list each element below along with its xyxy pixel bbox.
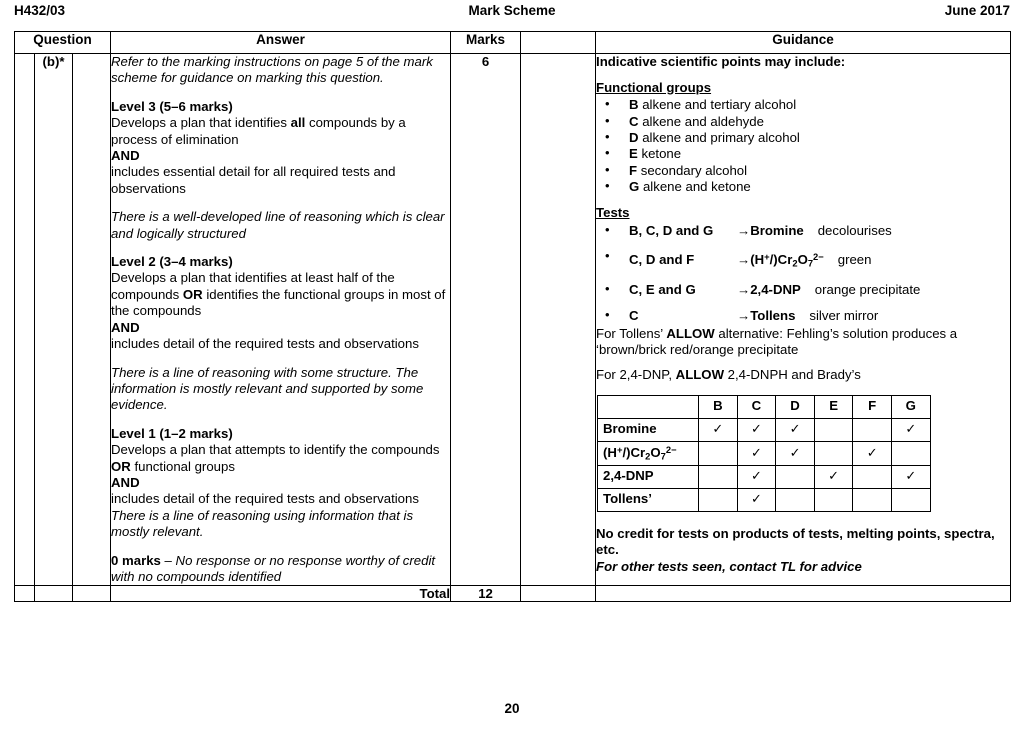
grid-cell-tick: ✓ <box>776 418 815 441</box>
marks-cell: 6 <box>451 54 521 586</box>
grid-row <box>598 488 931 511</box>
total-label: Total <box>111 586 451 602</box>
compound-letter: D <box>629 130 639 145</box>
page-number: 20 <box>504 701 520 716</box>
grid-cell-tick: ✓ <box>737 465 776 488</box>
total-spacer-5 <box>596 586 1011 602</box>
total-spacer-4 <box>521 586 596 602</box>
test-compounds: C, E and G <box>629 281 696 297</box>
functional-groups-list <box>596 97 1010 195</box>
running-header <box>14 0 1010 22</box>
grid-column-header: F <box>853 395 892 418</box>
footnote-no-credit: No credit for tests on products of tests, melting points, spectra, etc. <box>596 525 995 558</box>
paper-code: H432/03 <box>14 3 66 18</box>
allow-tollens-keyword: ALLOW <box>666 325 715 341</box>
grid-cell-empty <box>776 465 815 488</box>
zero-marks-label: 0 marks <box>111 552 161 568</box>
level-descriptors <box>111 99 450 553</box>
allow-tollens-note <box>596 326 1010 359</box>
test-observation: green <box>837 252 872 268</box>
grid-cell-empty <box>699 465 738 488</box>
spacer-cell <box>521 54 596 586</box>
functional-group-item: • E ketone <box>596 146 1010 162</box>
allow-dnp-post: 2,4-DNPH and Brady’s <box>724 366 861 382</box>
level-criterion-secondary: includes detail of the required tests and observations <box>111 336 419 352</box>
test-compounds: B, C, D and G <box>629 223 714 239</box>
level-descriptor <box>111 99 450 254</box>
total-row <box>15 586 1011 602</box>
total-spacer-3 <box>73 586 111 602</box>
functional-group-item: • G alkene and ketone <box>596 179 1010 195</box>
test-reagent: 2,4-DNP <box>750 281 801 297</box>
grid-cell-empty <box>853 488 892 511</box>
table-row <box>15 54 1011 586</box>
level-reasoning: There is a well-developed line of reasoning which is clear and logically structured <box>111 209 445 241</box>
level-connector: AND <box>111 148 140 164</box>
functional-group-item: • B alkene and tertiary alcohol <box>596 97 1010 113</box>
column-header-question: Question <box>15 32 111 54</box>
level-criterion-keyword: OR <box>111 458 131 474</box>
grid-cell-tick: ✓ <box>699 418 738 441</box>
guidance-intro: Indicative scientific points may include: <box>596 54 846 69</box>
grid-cell-tick: ✓ <box>776 441 815 465</box>
level-criterion-primary: Develops a plan that attempts to identify the compounds OR functional groups <box>111 442 440 474</box>
grid-column-header: E <box>814 395 853 418</box>
grid-cell-empty <box>699 488 738 511</box>
grid-cell-empty <box>814 441 853 465</box>
grid-cell-tick: ✓ <box>892 465 931 488</box>
test-item <box>596 307 1010 324</box>
test-item <box>596 222 1010 239</box>
level-connector: AND <box>111 319 140 335</box>
level-descriptor <box>111 254 450 426</box>
grid-corner-cell <box>598 395 699 418</box>
allow-tollens-post: alternative: Fehling’s solution produces a ‘brown/brick red/orange precipitate <box>596 325 958 358</box>
column-header-marks: Marks <box>451 32 521 54</box>
grid-cell-tick: ✓ <box>814 465 853 488</box>
grid-cell-tick: ✓ <box>892 418 931 441</box>
grid-row <box>598 418 931 441</box>
allow-dnp-note <box>596 367 1010 384</box>
grid-cell-empty <box>853 465 892 488</box>
grid-cell-tick: ✓ <box>853 441 892 465</box>
zero-marks-text: – No response or no response worthy of credit with no compounds identified <box>111 552 436 584</box>
level-heading: Level 1 (1–2 marks) <box>111 425 233 441</box>
grid-row-label: Tollens’ <box>598 488 699 511</box>
level-connector: AND <box>111 474 140 490</box>
level-heading: Level 2 (3–4 marks) <box>111 254 233 270</box>
document-title: Mark Scheme <box>468 3 556 18</box>
exam-session: June 2017 <box>944 3 1010 18</box>
tests-heading: Tests <box>596 204 630 220</box>
guidance-cell <box>596 54 1011 586</box>
grid-cell-empty <box>776 488 815 511</box>
tests-list <box>596 222 1010 324</box>
test-reagent: $(H^+/)Cr_2O_7^{2-}$ <box>750 251 824 269</box>
arrow-icon: → <box>737 223 751 239</box>
level-criterion-secondary: includes detail of the required tests and observations <box>111 491 419 507</box>
grid-cell-tick: ✓ <box>737 418 776 441</box>
allow-dnp-pre: For 2,4-DNP, <box>596 366 676 382</box>
grid-row-label: $(H^+/)Cr_2O_7^{2-}$ <box>598 441 699 465</box>
test-item <box>596 248 1010 272</box>
total-spacer-2 <box>35 586 73 602</box>
level-criterion-keyword: all <box>290 115 306 131</box>
test-observation: orange precipitate <box>814 281 921 297</box>
guidance-content <box>596 54 1010 575</box>
question-part-cell: (b)* <box>35 54 73 586</box>
level-criterion-primary: Develops a plan that identifies at least half of the compounds OR identifies the functional groups in most of the compounds <box>111 270 446 319</box>
grid-cell-empty <box>892 488 931 511</box>
grid-cell-tick: ✓ <box>737 441 776 465</box>
level-criterion-secondary: includes essential detail for all required tests and observations <box>111 164 396 196</box>
functional-group-item: • F secondary alcohol <box>596 163 1010 179</box>
compound-letter: E <box>629 146 638 162</box>
test-reagent: Tollens <box>750 307 796 323</box>
arrow-icon: → <box>737 252 751 268</box>
column-header-spacer <box>521 32 596 54</box>
level-descriptor <box>111 426 450 553</box>
test-reagent: Bromine <box>750 223 804 239</box>
grid-cell-empty <box>892 441 931 465</box>
grid-cell-empty <box>814 488 853 511</box>
grid-column-header: C <box>737 395 776 418</box>
total-value: 12 <box>451 586 521 602</box>
compound-letter: F <box>629 162 638 178</box>
level-criterion-primary: Develops a plan that identifies all compounds by a process of elimination <box>111 115 406 147</box>
grid-column-header: D <box>776 395 815 418</box>
compound-letter: G <box>629 179 640 195</box>
guidance-footnote <box>596 526 1010 575</box>
compound-letter: C <box>629 113 639 129</box>
functional-group-item: • D alkene and primary alcohol <box>596 130 1010 146</box>
table-header-row <box>15 32 1011 54</box>
column-header-guidance: Guidance <box>596 32 1011 54</box>
footnote-contact-tl: For other tests seen, contact TL for advice <box>596 558 862 574</box>
arrow-icon: → <box>737 307 751 323</box>
question-number-cell <box>15 54 35 586</box>
compound-letter: B <box>629 97 639 113</box>
answer-content <box>111 54 450 585</box>
grid-row-label: 2,4-DNP <box>598 465 699 488</box>
mark-scheme-table <box>14 31 1011 602</box>
level-reasoning: There is a line of reasoning with some structure. The information is mostly relevant and supported by some evidence. <box>111 364 424 413</box>
functional-groups-heading: Functional groups <box>596 79 712 95</box>
answer-cell <box>111 54 451 586</box>
grid-row <box>598 441 931 465</box>
test-observation: decolourises <box>817 223 892 239</box>
grid-header-row <box>598 395 931 418</box>
answer-intro: Refer to the marking instructions on page 5 of the mark scheme for guidance on marking this question. <box>111 54 433 86</box>
test-observation: silver mirror <box>809 307 879 323</box>
level-reasoning: There is a line of reasoning using information that is mostly relevant. <box>111 507 414 540</box>
allow-tollens-pre: For Tollens’ <box>596 325 667 341</box>
grid-column-header: B <box>699 395 738 418</box>
question-subpart-cell <box>73 54 111 586</box>
grid-column-header: G <box>892 395 931 418</box>
arrow-icon: → <box>737 281 751 297</box>
grid-cell-empty <box>699 441 738 465</box>
zero-marks-line <box>111 553 450 586</box>
functional-group-item: • C alkene and aldehyde <box>596 114 1010 130</box>
grid-row-label: Bromine <box>598 418 699 441</box>
test-compounds: C <box>629 307 639 323</box>
test-item <box>596 281 1010 298</box>
grid-row <box>598 465 931 488</box>
level-heading: Level 3 (5–6 marks) <box>111 98 233 114</box>
test-compounds: C, D and F <box>629 252 695 268</box>
allow-dnp-keyword: ALLOW <box>675 366 725 382</box>
level-criterion-keyword: OR <box>182 286 203 302</box>
grid-cell-empty <box>814 418 853 441</box>
total-spacer-1 <box>15 586 35 602</box>
column-header-answer: Answer <box>111 32 451 54</box>
grid-cell-empty <box>853 418 892 441</box>
test-results-grid <box>597 395 931 512</box>
grid-cell-tick: ✓ <box>737 488 776 511</box>
